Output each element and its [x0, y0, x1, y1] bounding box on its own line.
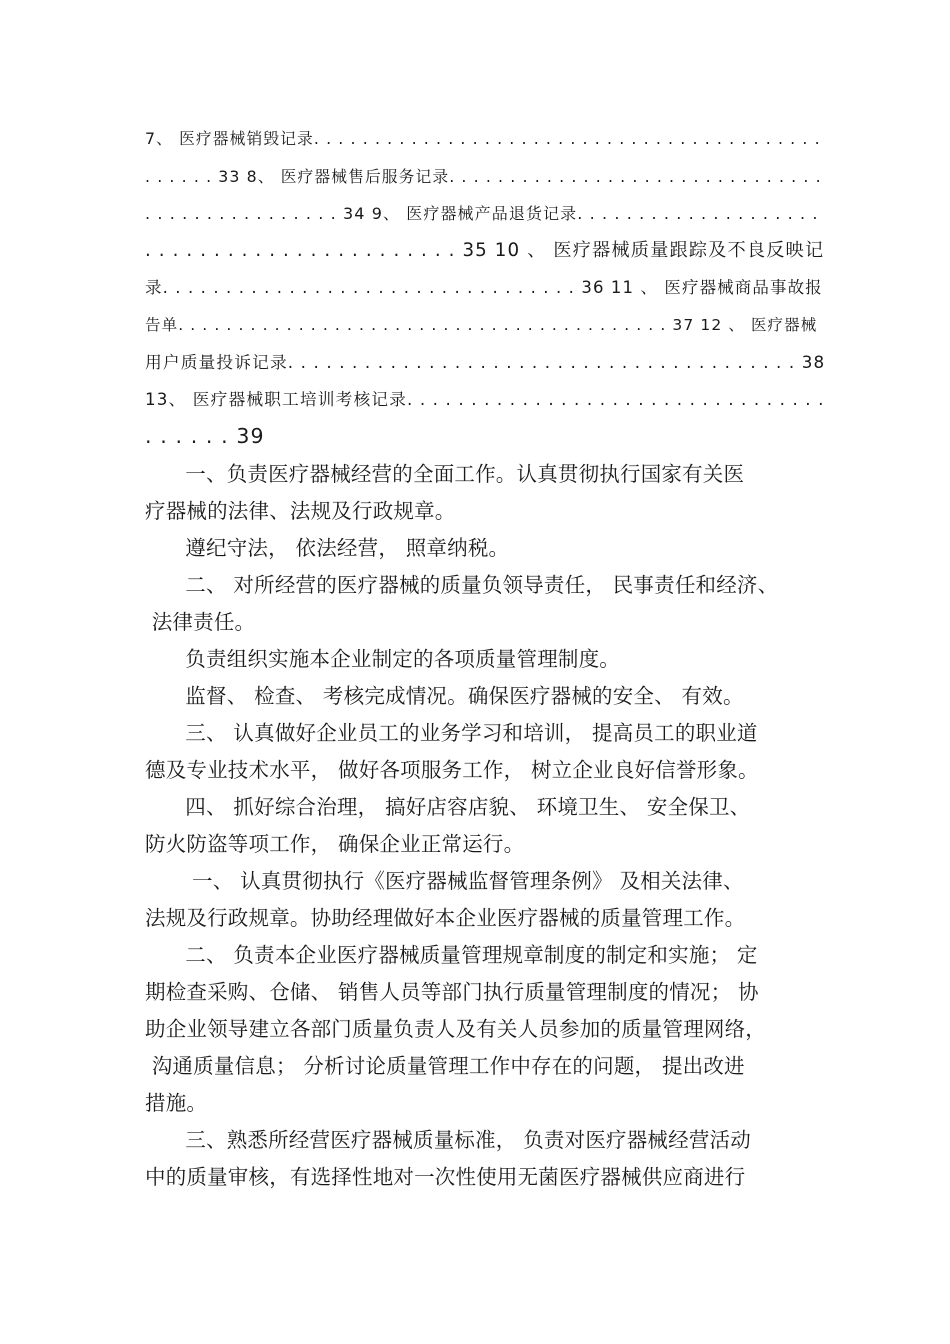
body-line: 负责组织实施本企业制定的各项质量管理制度。	[145, 647, 620, 671]
body-line: 沟通质量信息； 分析讨论质量管理工作中存在的问题， 提出改进	[145, 1054, 745, 1078]
toc-line: . . . . . . . . . . . . . . . . . . . . . . . 35 10 、 医疗器械质量跟踪及不良反映记	[145, 240, 825, 261]
toc-line: 告单. . . . . . . . . . . . . . . . . . . . . . . . . . . . . . . . . . . . . . . . . 37 12 、 医疗器械	[145, 316, 818, 334]
body-line: 疗器械的法律、法规及行政规章。	[145, 499, 456, 523]
body-line: 遵纪守法， 依法经营， 照章纳税。	[145, 536, 510, 560]
toc-line: . . . . . . 33 8、 医疗器械售后服务记录. . . . . . . . . . . . . . . . . . . . . . . . . . . . . . .	[145, 167, 822, 186]
body-line: 措施。	[145, 1091, 208, 1115]
body-line: 三、 认真做好企业员工的业务学习和培训， 提高员工的职业道	[145, 721, 758, 745]
toc-line: 13、 医疗器械职工培训考核记录. . . . . . . . . . . . . . . . . . . . . . . . . . . . . . . . .	[145, 389, 825, 409]
body-line: 三、熟悉所经营医疗器械质量标准， 负责对医疗器械经营活动	[145, 1128, 751, 1152]
toc-line: . . . . . . 39	[145, 424, 265, 448]
body-line: 法律责任。	[145, 610, 256, 634]
body-line: 监督、 检查、 考核完成情况。确保医疗器械的安全、 有效。	[145, 684, 744, 708]
body-line: 德及专业技术水平， 做好各项服务工作， 树立企业良好信誉形象。	[145, 758, 759, 782]
body-line: 二、 负责本企业医疗器械质量管理规章制度的制定和实施； 定	[145, 943, 758, 967]
body-line: 法规及行政规章。协助经理做好本企业医疗器械的质量管理工作。	[145, 906, 746, 930]
toc-line: 录. . . . . . . . . . . . . . . . . . . . . . . . . . . . . . . . . 36 11 、 医疗器械商品事故报	[145, 278, 823, 297]
toc-line: 7、 医疗器械销毁记录. . . . . . . . . . . . . . . . . . . . . . . . . . . . . . . . . . . . . . . . . .	[145, 129, 821, 148]
body-line: 一、 认真贯彻执行《医疗器械监督管理条例》 及相关法律、	[145, 869, 744, 893]
toc-line: 用户质量投诉记录. . . . . . . . . . . . . . . . . . . . . . . . . . . . . . . . . . . . . . . . 38	[145, 352, 826, 372]
body-line: 中的质量审核，有选择性地对一次性使用无菌医疗器械供应商进行	[145, 1165, 746, 1189]
body-line: 防火防盗等项工作， 确保企业正常运行。	[145, 832, 525, 856]
toc-line: . . . . . . . . . . . . . . . . 34 9、 医疗器械产品退货记录. . . . . . . . . . . . . . . . . . . .	[145, 204, 819, 223]
body-line: 二、 对所经营的医疗器械的质量负领导责任， 民事责任和经济、	[145, 573, 779, 597]
body-line: 四、 抓好综合治理， 搞好店容店貌、 环境卫生、 安全保卫、	[145, 795, 751, 819]
body-line: 期检查采购、仓储、 销售人员等部门执行质量管理制度的情况； 协	[145, 980, 759, 1004]
body-line: 助企业领导建立各部门质量负责人及有关人员参加的质量管理网络，	[145, 1017, 766, 1041]
body-line: 一、负责医疗器械经营的全面工作。认真贯彻执行国家有关医	[145, 462, 745, 486]
